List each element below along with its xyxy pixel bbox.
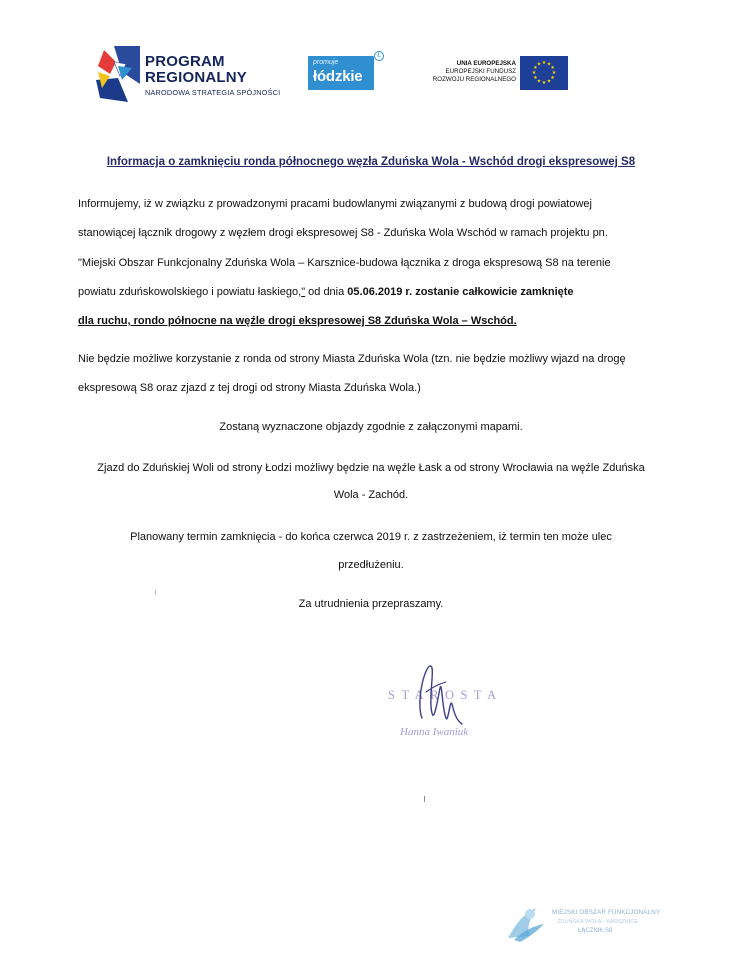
eu-fund-line2: ROZWOJU REGIONALNEGO [432, 76, 516, 83]
paragraph4-line2: Wola - Zachód. [333, 489, 409, 501]
svg-text:★: ★ [531, 70, 537, 76]
program-title-line1: PROGRAM [145, 53, 225, 70]
program-title-line2: REGIONALNY [145, 69, 248, 86]
svg-text:★: ★ [536, 78, 542, 85]
mof-line2: ZDUŃSKA WOLA - KARSZNICE [557, 919, 639, 925]
paragraph4-line1: Zjazd do Zduńskiej Woli od strony Łodzi możliwy będzie na węźle Łask a od strony Wrocławia na węźle Zduńska [97, 462, 645, 474]
program-subtitle: NARODOWA STRATEGIA SPÓJNOŚCI [145, 88, 281, 97]
stray-mark [155, 590, 156, 595]
paragraph6-apology: Za utrudnienia przepraszamy. [298, 598, 444, 610]
program-regionalny-logo [92, 44, 292, 102]
paragraph1-line4-part-a: powiatu zduńskowolskiego i powiatu łaskiego, [78, 286, 302, 298]
paragraph1-line4-part-c: od dnia [305, 286, 348, 298]
svg-text:★: ★ [541, 80, 547, 86]
paragraph1-line3: "Miejski Obszar Funkcjonalny Zduńska Wola – Karsznice-budowa łącznika z droga ekspresową S8 na terenie [78, 257, 611, 269]
handwritten-signature [412, 658, 472, 743]
mof-line3: ŁĄCZNIK S8 [578, 928, 613, 934]
svg-text:★: ★ [546, 78, 552, 85]
document-title: Informacja o zamknięciu ronda północnego węzła Zduńska Wola - Wschód drogi ekspresowej S8 [106, 156, 636, 168]
eu-logo [418, 56, 568, 92]
stamp-title: STAROSTA [388, 688, 503, 702]
mof-line1: MIEJSKI OBSZAR FUNKCJONALNY [552, 909, 661, 916]
svg-text:★: ★ [551, 70, 557, 76]
svg-text:★: ★ [536, 61, 542, 68]
mof-emblem-icon [500, 898, 548, 946]
paragraph5-line2: przedłużeniu. [338, 559, 404, 571]
paragraph2-line1: Nie będzie możliwe korzystanie z ronda od strony Miasta Zduńska Wola (tzn. nie będzie możliwy wjazd na drogę [78, 353, 626, 365]
svg-text:★: ★ [533, 75, 538, 82]
paragraph1-line5: dla ruchu, rondo północne na węźle drogi ekspresowej S8 Zduńska Wola – Wschód. [78, 315, 517, 327]
lodzkie-small-text: promuje [313, 59, 339, 66]
lodzkie-big-text: łódzkie [313, 68, 363, 85]
stray-mark [424, 796, 425, 802]
stamp-name: Hanna Iwaniuk [400, 726, 469, 738]
svg-text:★: ★ [550, 75, 555, 82]
promuje-lodzkie-logo [308, 51, 381, 91]
paragraph5-line1: Planowany termin zamknięcia - do końca czerwca 2019 r. z zastrzeżeniem, iż termin ten może ulec [130, 531, 612, 543]
paragraph1-line4 [78, 285, 592, 299]
paragraph2-line2: ekspresową S8 oraz zjazd z tej drogi od strony Miasta Zduńska Wola.) [78, 382, 421, 394]
paragraph1-closure-notice: 05.06.2019 r. zostanie całkowicie zamknięte [347, 286, 574, 298]
svg-text:★: ★ [533, 64, 538, 71]
mof-logo [500, 898, 660, 946]
eu-fund-line1: EUROPEJSKI FUNDUSZ [445, 68, 516, 75]
eu-title: UNIA EUROPEJSKA [456, 60, 516, 67]
paragraph3-detours: Zostaną wyznaczone objazdy zgodnie z załączonymi mapami. [219, 421, 523, 433]
paragraph1-line4-quote: " [301, 286, 306, 298]
eu-flag-icon [520, 56, 568, 90]
svg-text:★: ★ [541, 60, 547, 66]
lodzkie-mark-icon: Ł [374, 51, 384, 61]
paragraph1-line1: Informujemy, iż w związku z prowadzonymi pracami budowlanymi związanymi z budową drogi powiatowej [78, 198, 592, 210]
paragraph1-line2: stanowiącej łącznik drogowy z węzłem drogi ekspresowej S8 - Zduńska Wola Wschód w ramach projektu pn. [78, 227, 608, 239]
svg-text:★: ★ [550, 64, 555, 71]
svg-text:★: ★ [546, 61, 552, 68]
program-regionalny-emblem-icon [92, 44, 144, 102]
